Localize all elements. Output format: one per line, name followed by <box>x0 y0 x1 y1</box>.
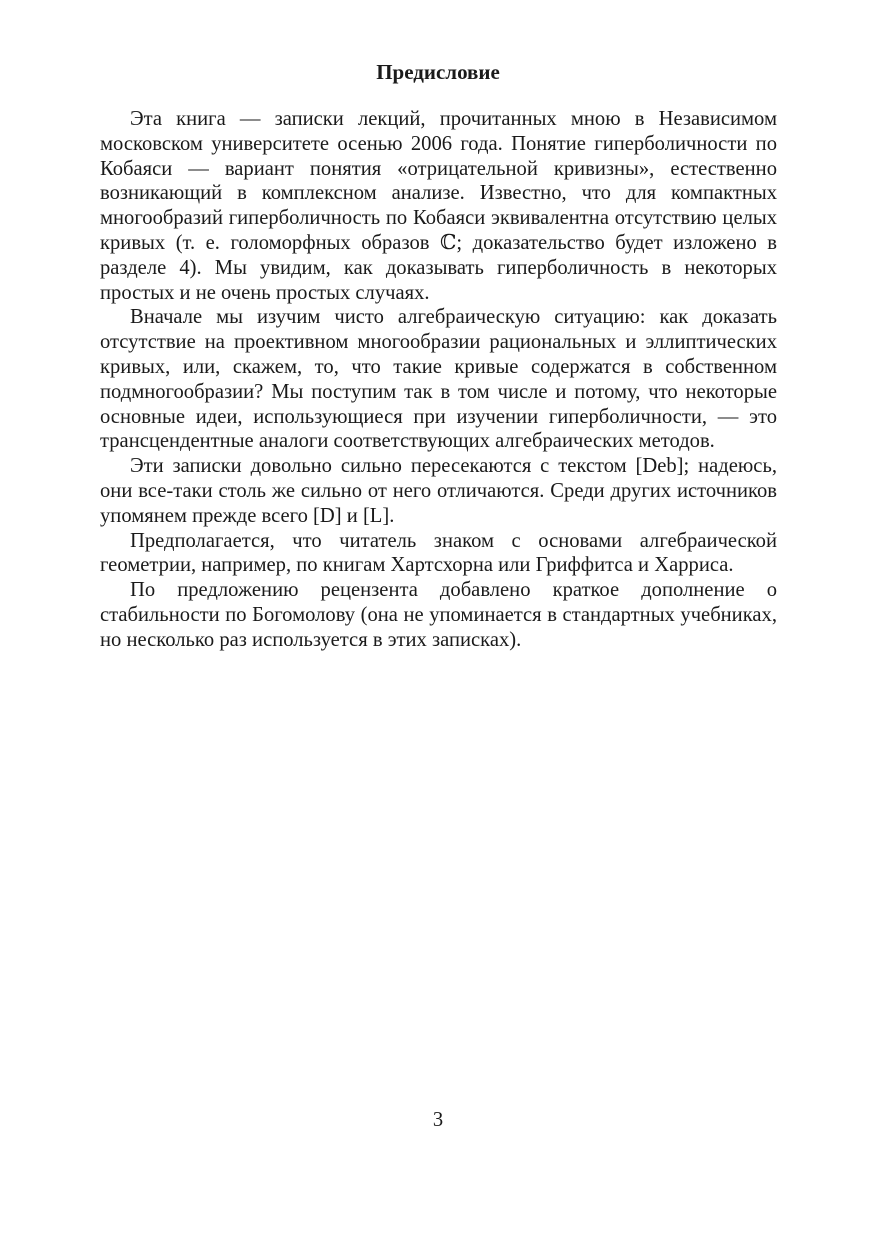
page-title: Предисловие <box>376 60 500 84</box>
paragraph: Предполагается, что читатель знаком с основами алгебраической геометрии, например, по книгам Хартсхорна или Гриффитса и Харриса. <box>100 529 777 577</box>
paragraph: Эти записки довольно сильно пересекаются с текстом [Deb]; надеюсь, они все-таки столь же сильно от него отличаются. Среди других источников упомянем прежде всего [D] и [L]. <box>100 455 777 527</box>
paragraph: Вначале мы изучим чисто алгебраическую ситуацию: как доказать отсутствие на проективном многообразии рациональных и эллиптических кривых, или, скажем, то, что такие кривые содержатся в собственном подмногообразии? Мы поступим так в том числе и потому, что некоторые основные идеи, использующиеся при изучении гиперболичности, — это трансцендентные аналоги соответствующих алгебраических методов. <box>100 306 777 453</box>
paragraph: По предложению рецензента добавлено краткое дополнение о стабильности по Богомолову (она не упоминается в стандартных учебниках, но несколько раз используется в этих записках). <box>100 579 777 651</box>
page-number: 3 <box>432 1109 444 1131</box>
preface-body <box>100 107 777 653</box>
paragraph: Эта книга — записки лекций, прочитанных мною в Независимом московском университете осенью 2006 года. Понятие гиперболичности по Кобаяси — вариант понятия «отрицательной кривизны», естественно возникающий в комплексном анализе. Известно, что для компактных многообразий гиперболичность по Кобаяси эквивалентна отсутствию целых кривых (т. е. голоморфных образов ℂ; доказательство будет изложено в разделе 4). Мы увидим, как доказывать гиперболичность в некоторых простых и не очень простых случаях. <box>100 108 777 304</box>
